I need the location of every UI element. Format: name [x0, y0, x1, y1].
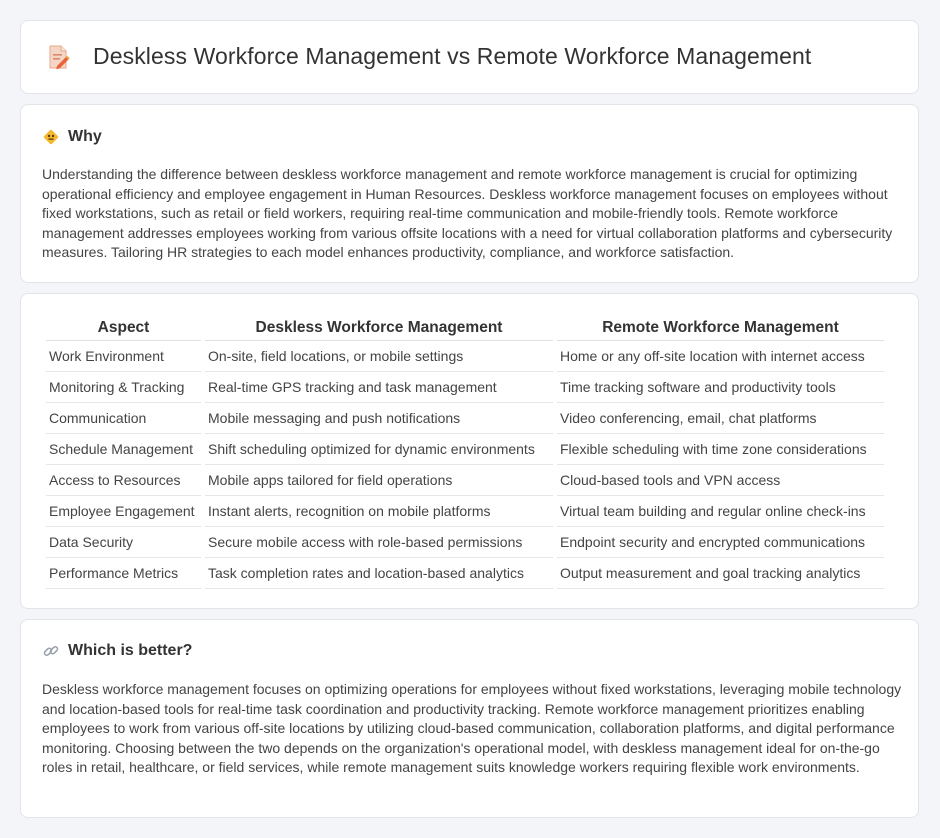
link-icon [42, 642, 60, 660]
table-row [46, 341, 884, 372]
table-row [46, 527, 884, 558]
cell-remote: Time tracking software and productivity tools [557, 372, 884, 403]
cell-deskless: Secure mobile access with role-based permissions [205, 527, 553, 558]
why-paragraph: Understanding the difference between deskless workforce management and remote workforce management is crucial for optimizing operational efficiency and employee engagement in Human Resources. Deskless workforce management focuses on employees without fixed workstations, such as retail or field workers, requiring real-time communication and mobile-friendly tools. Remote workforce management addresses employees working from various offsite locations with a need for virtual collaboration platforms and cybersecurity measures. Tailoring HR strategies to each model enhances productivity, compliance, and workforce satisfaction. [42, 166, 893, 261]
table-row [46, 434, 884, 465]
diamond-sign-icon [42, 128, 60, 146]
cell-remote: Output measurement and goal tracking analytics [557, 558, 884, 589]
why-heading: Why [68, 128, 102, 145]
cell-deskless: Real-time GPS tracking and task management [205, 372, 553, 403]
cell-deskless: Mobile apps tailored for field operations [205, 465, 553, 496]
why-heading-row [42, 128, 102, 146]
table-row [46, 496, 884, 527]
cell-aspect: Work Environment [46, 341, 201, 372]
table-header-row [46, 316, 884, 341]
which-is-better-section [20, 619, 919, 818]
cell-aspect: Monitoring & Tracking [46, 372, 201, 403]
cell-aspect: Employee Engagement [46, 496, 201, 527]
cell-deskless: Mobile messaging and push notifications [205, 403, 553, 434]
better-heading: Which is better? [68, 642, 193, 659]
cell-deskless: On-site, field locations, or mobile settings [205, 341, 553, 372]
header-deskless: Deskless Workforce Management [205, 316, 553, 341]
better-heading-row [42, 642, 192, 660]
table-row [46, 372, 884, 403]
table-row [46, 403, 884, 434]
cell-remote: Cloud-based tools and VPN access [557, 465, 884, 496]
title-card [20, 20, 919, 94]
why-section [20, 104, 919, 283]
cell-remote: Video conferencing, email, chat platforms [557, 403, 884, 434]
cell-aspect: Communication [46, 403, 201, 434]
table-row [46, 465, 884, 496]
table-body [46, 341, 884, 589]
cell-aspect: Schedule Management [46, 434, 201, 465]
cell-aspect: Access to Resources [46, 465, 201, 496]
cell-remote: Home or any off-site location with internet access [557, 341, 884, 372]
table-row [46, 558, 884, 589]
cell-aspect: Performance Metrics [46, 558, 201, 589]
cell-deskless: Shift scheduling optimized for dynamic environments [205, 434, 553, 465]
cell-aspect: Data Security [46, 527, 201, 558]
page-title: Deskless Workforce Management vs Remote Workforce Management [93, 43, 812, 69]
cell-remote: Flexible scheduling with time zone considerations [557, 434, 884, 465]
header-remote: Remote Workforce Management [557, 316, 884, 341]
cell-remote: Virtual team building and regular online check-ins [557, 496, 884, 527]
cell-deskless: Instant alerts, recognition on mobile platforms [205, 496, 553, 527]
cell-deskless: Task completion rates and location-based analytics [205, 558, 553, 589]
title-row [45, 43, 811, 70]
header-aspect: Aspect [46, 316, 201, 341]
comparison-table [42, 316, 888, 589]
better-paragraph: Deskless workforce management focuses on optimizing operations for employees without fixed workstations, leveraging mobile technology and location-based tools for real-time task coordination and productivity tracking. Remote workforce management prioritizes enabling employees to work from various off-site locations by utilizing cloud-based communication, collaboration platforms, and digital performance monitoring. Choosing between the two depends on the organization's operational model, with deskless management ideal for on-the-go roles in retail, healthcare, or field services, while remote management suits knowledge workers requiring flexible work environments. [42, 681, 902, 776]
cell-remote: Endpoint security and encrypted communications [557, 527, 884, 558]
comparison-section [20, 293, 919, 609]
document-edit-icon [45, 44, 71, 70]
